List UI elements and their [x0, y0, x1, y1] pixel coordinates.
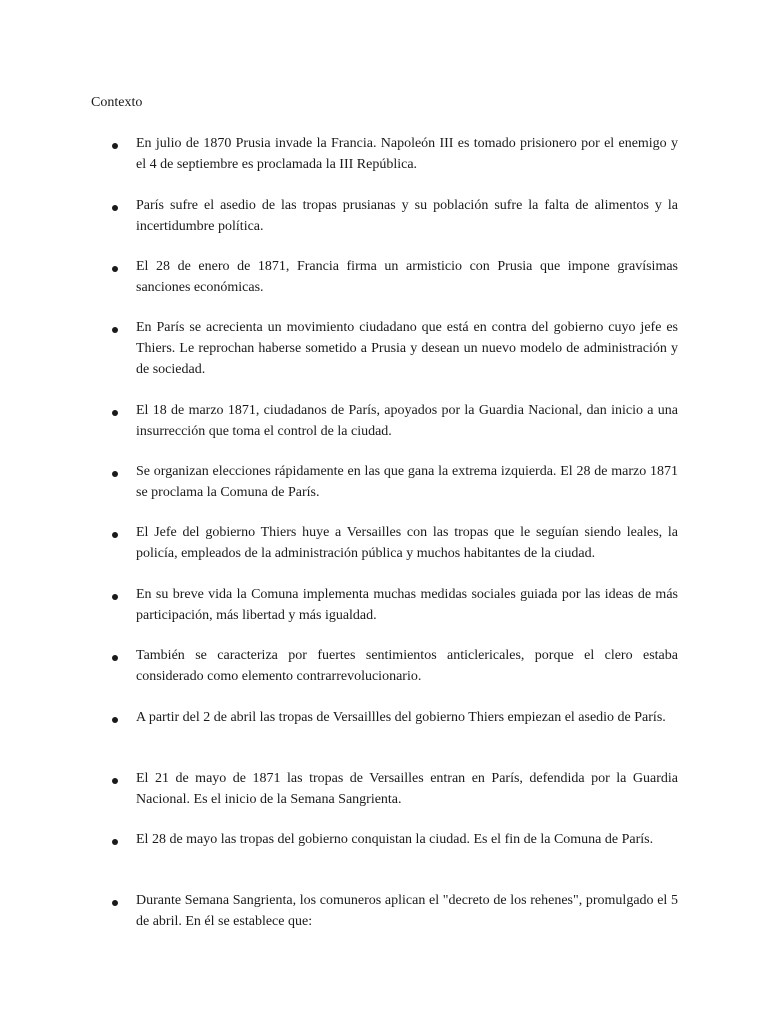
bullet-icon [112, 327, 118, 333]
bullet-icon [112, 717, 118, 723]
bullet-icon [112, 266, 118, 272]
bullet-icon [112, 143, 118, 149]
bullet-icon [112, 839, 118, 845]
list-item-text: El 21 de mayo de 1871 las tropas de Versailles entran en París, defendida por la Guardia Nacional. Es el inicio de la Semana Sangrienta. [136, 771, 678, 807]
list-item-text: En su breve vida la Comuna implementa muchas medidas sociales guiada por las ideas de más participación, más libertad y más igualdad. [136, 587, 678, 623]
list-item-text: En julio de 1870 Prusia invade la Francia. Napoleón III es tomado prisionero por el enemigo y el 4 de septiembre es proclamada la III República. [136, 136, 678, 172]
bullet-icon [112, 410, 118, 416]
list-item-text: En París se acrecienta un movimiento ciudadano que está en contra del gobierno cuyo jefe es Thiers. Le reprochan haberse sometido a Prusia y desean un nuevo modelo de administración y de sociedad. [136, 320, 678, 377]
list-item-text: El 28 de mayo las tropas del gobierno conquistan la ciudad. Es el fin de la Comuna de París. [136, 832, 654, 847]
list-item-text: El Jefe del gobierno Thiers huye a Versailles con las tropas que le seguían siendo leales, la policía, empleados de la administración pública y muchos habitantes de la ciudad. [136, 525, 678, 561]
bullet-icon [112, 594, 118, 600]
list-item-text: A partir del 2 de abril las tropas de Versaillles del gobierno Thiers empiezan el asedio de París. [136, 710, 666, 725]
bullet-icon [112, 205, 118, 211]
bullet-icon [112, 778, 118, 784]
list-item-text: Se organizan elecciones rápidamente en las que gana la extrema izquierda. El 28 de marzo 1871 se proclama la Comuna de París. [136, 464, 678, 500]
bullet-icon [112, 471, 118, 477]
bullet-icon [112, 900, 118, 906]
list-item-text: París sufre el asedio de las tropas prusianas y su población sufre la falta de alimentos y la incertidumbre política. [136, 198, 678, 234]
bullet-icon [112, 532, 118, 538]
list-item-text: El 18 de marzo 1871, ciudadanos de París, apoyados por la Guardia Nacional, dan inicio a una insurrección que toma el control de la ciudad. [136, 403, 678, 439]
list-item-text: También se caracteriza por fuertes sentimientos anticlericales, porque el clero estaba considerado como elemento contrarrevolucionario. [136, 648, 678, 684]
list-item-text: El 28 de enero de 1871, Francia firma un armisticio con Prusia que impone gravísimas sanciones económicas. [136, 259, 678, 295]
section-heading: Contexto [91, 95, 143, 110]
bullet-icon [112, 655, 118, 661]
list-item-text: Durante Semana Sangrienta, los comuneros aplican el "decreto de los rehenes", promulgado el 5 de abril. En él se establece que: [136, 893, 678, 929]
